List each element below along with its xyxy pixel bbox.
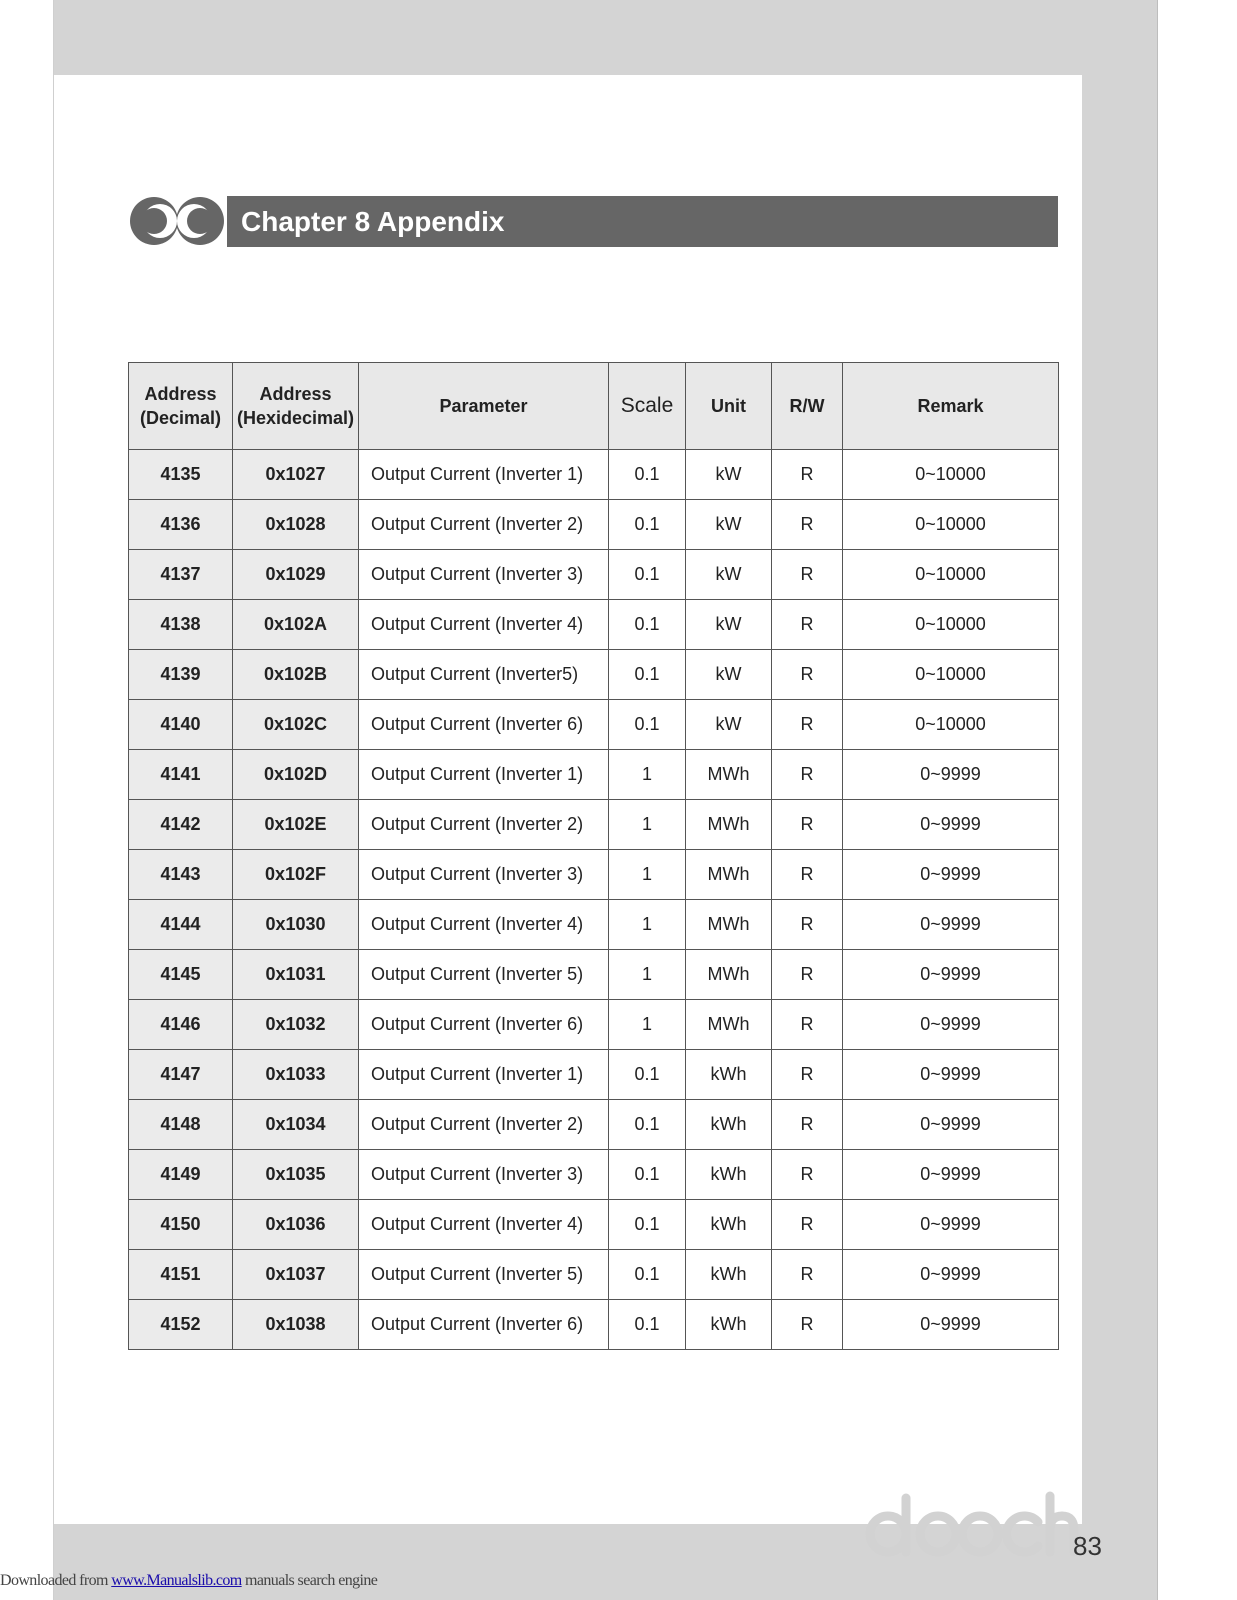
cell-address-decimal: 4136 xyxy=(129,500,233,550)
cell-remark: 0~10000 xyxy=(843,600,1059,650)
cell-remark: 0~9999 xyxy=(843,900,1059,950)
cell-scale: 0.1 xyxy=(609,600,686,650)
page-frame-right-edge xyxy=(1157,0,1158,1600)
cell-scale: 1 xyxy=(609,850,686,900)
cell-parameter: Output Current (Inverter 5) xyxy=(359,950,609,1000)
table-row xyxy=(129,1200,1059,1250)
cell-unit: kWh xyxy=(686,1300,772,1350)
cell-remark: 0~9999 xyxy=(843,1050,1059,1100)
cell-address-hex: 0x102C xyxy=(233,700,359,750)
table-row xyxy=(129,800,1059,850)
table-row xyxy=(129,550,1059,600)
cell-remark: 0~9999 xyxy=(843,850,1059,900)
cell-unit: kWh xyxy=(686,1250,772,1300)
table-row xyxy=(129,850,1059,900)
header-remark: Remark xyxy=(843,363,1059,450)
cell-address-decimal: 4138 xyxy=(129,600,233,650)
cell-parameter: Output Current (Inverter 6) xyxy=(359,700,609,750)
page-frame-top xyxy=(54,0,1158,75)
table-body xyxy=(129,450,1059,1350)
cell-scale: 0.1 xyxy=(609,1300,686,1350)
header-address-hex xyxy=(233,363,359,450)
cell-address-hex: 0x1032 xyxy=(233,1000,359,1050)
cell-parameter: Output Current (Inverter 3) xyxy=(359,1150,609,1200)
cell-unit: MWh xyxy=(686,1000,772,1050)
cell-unit: MWh xyxy=(686,850,772,900)
cell-address-hex: 0x1030 xyxy=(233,900,359,950)
table-row xyxy=(129,950,1059,1000)
cell-unit: kW xyxy=(686,450,772,500)
page-frame-right xyxy=(1082,0,1158,1600)
cell-remark: 0~9999 xyxy=(843,1200,1059,1250)
cell-address-hex: 0x102B xyxy=(233,650,359,700)
cell-remark: 0~9999 xyxy=(843,950,1059,1000)
cell-unit: kW xyxy=(686,500,772,550)
table-row xyxy=(129,450,1059,500)
header-address-decimal xyxy=(129,363,233,450)
cell-parameter: Output Current (Inverter 6) xyxy=(359,1000,609,1050)
cell-address-decimal: 4152 xyxy=(129,1300,233,1350)
cell-parameter: Output Current (Inverter 2) xyxy=(359,800,609,850)
cell-scale: 0.1 xyxy=(609,1250,686,1300)
cell-address-hex: 0x1034 xyxy=(233,1100,359,1150)
table-row xyxy=(129,1050,1059,1100)
cell-address-hex: 0x102D xyxy=(233,750,359,800)
table-row xyxy=(129,600,1059,650)
cell-address-hex: 0x1035 xyxy=(233,1150,359,1200)
cell-unit: kW xyxy=(686,700,772,750)
header-rw: R/W xyxy=(772,363,843,450)
table-row xyxy=(129,750,1059,800)
cell-address-decimal: 4143 xyxy=(129,850,233,900)
cell-address-hex: 0x102F xyxy=(233,850,359,900)
cell-unit: kW xyxy=(686,550,772,600)
cell-rw: R xyxy=(772,750,843,800)
cell-remark: 0~9999 xyxy=(843,750,1059,800)
cell-unit: MWh xyxy=(686,750,772,800)
cell-rw: R xyxy=(772,1200,843,1250)
cell-rw: R xyxy=(772,1300,843,1350)
cell-unit: kWh xyxy=(686,1150,772,1200)
cell-rw: R xyxy=(772,700,843,750)
cell-address-hex: 0x1036 xyxy=(233,1200,359,1250)
cell-address-hex: 0x1033 xyxy=(233,1050,359,1100)
cell-remark: 0~9999 xyxy=(843,1300,1059,1350)
cell-address-hex: 0x1028 xyxy=(233,500,359,550)
table-row xyxy=(129,1300,1059,1350)
cell-address-decimal: 4150 xyxy=(129,1200,233,1250)
cell-address-decimal: 4144 xyxy=(129,900,233,950)
cell-address-hex: 0x102A xyxy=(233,600,359,650)
cell-rw: R xyxy=(772,900,843,950)
cell-parameter: Output Current (Inverter 3) xyxy=(359,850,609,900)
cell-parameter: Output Current (Inverter5) xyxy=(359,650,609,700)
table-row xyxy=(129,900,1059,950)
cell-rw: R xyxy=(772,450,843,500)
cell-address-decimal: 4137 xyxy=(129,550,233,600)
cell-scale: 0.1 xyxy=(609,1200,686,1250)
cell-address-hex: 0x1037 xyxy=(233,1250,359,1300)
cell-scale: 1 xyxy=(609,950,686,1000)
table-row xyxy=(129,1000,1059,1050)
cell-scale: 1 xyxy=(609,1000,686,1050)
cell-parameter: Output Current (Inverter 1) xyxy=(359,1050,609,1100)
modbus-register-table xyxy=(128,362,1059,1350)
cell-rw: R xyxy=(772,1250,843,1300)
cell-scale: 0.1 xyxy=(609,1050,686,1100)
header-scale: Scale xyxy=(609,363,686,450)
cell-address-decimal: 4147 xyxy=(129,1050,233,1100)
cell-scale: 0.1 xyxy=(609,450,686,500)
table-header-row xyxy=(129,363,1059,450)
cell-rw: R xyxy=(772,850,843,900)
cell-parameter: Output Current (Inverter 4) xyxy=(359,600,609,650)
cell-address-decimal: 4148 xyxy=(129,1100,233,1150)
cell-unit: kW xyxy=(686,600,772,650)
table-row xyxy=(129,1100,1059,1150)
cell-scale: 0.1 xyxy=(609,1100,686,1150)
cell-scale: 1 xyxy=(609,900,686,950)
cell-address-decimal: 4146 xyxy=(129,1000,233,1050)
manualslib-link[interactable]: www.Manualslib.com xyxy=(111,1572,242,1589)
cell-rw: R xyxy=(772,1100,843,1150)
footer-prefix: Downloaded from xyxy=(0,1572,112,1589)
cell-parameter: Output Current (Inverter 4) xyxy=(359,1200,609,1250)
cell-parameter: Output Current (Inverter 4) xyxy=(359,900,609,950)
cell-rw: R xyxy=(772,950,843,1000)
cell-parameter: Output Current (Inverter 6) xyxy=(359,1300,609,1350)
cell-address-decimal: 4145 xyxy=(129,950,233,1000)
cell-parameter: Output Current (Inverter 3) xyxy=(359,550,609,600)
cell-remark: 0~9999 xyxy=(843,1150,1059,1200)
cell-address-hex: 0x1029 xyxy=(233,550,359,600)
cell-scale: 0.1 xyxy=(609,700,686,750)
dooch-logo xyxy=(864,1490,1079,1562)
table-row xyxy=(129,1250,1059,1300)
header-parameter: Parameter xyxy=(359,363,609,450)
page-number: 83 xyxy=(1073,1531,1102,1561)
cell-remark: 0~10000 xyxy=(843,550,1059,600)
cell-remark: 0~9999 xyxy=(843,800,1059,850)
cell-remark: 0~9999 xyxy=(843,1250,1059,1300)
cell-address-hex: 0x1038 xyxy=(233,1300,359,1350)
cell-rw: R xyxy=(772,1000,843,1050)
page-frame-left-line xyxy=(53,0,54,1600)
table-row xyxy=(129,1150,1059,1200)
cell-rw: R xyxy=(772,1150,843,1200)
cell-unit: MWh xyxy=(686,950,772,1000)
cell-unit: kWh xyxy=(686,1200,772,1250)
cell-parameter: Output Current (Inverter 5) xyxy=(359,1250,609,1300)
cell-address-decimal: 4151 xyxy=(129,1250,233,1300)
cell-parameter: Output Current (Inverter 1) xyxy=(359,750,609,800)
cell-rw: R xyxy=(772,650,843,700)
cell-address-hex: 0x102E xyxy=(233,800,359,850)
cell-rw: R xyxy=(772,1050,843,1100)
cell-scale: 0.1 xyxy=(609,650,686,700)
cell-rw: R xyxy=(772,600,843,650)
cell-rw: R xyxy=(772,500,843,550)
cell-unit: kWh xyxy=(686,1050,772,1100)
header-address-decimal-line1: Address xyxy=(144,384,217,404)
cell-parameter: Output Current (Inverter 1) xyxy=(359,450,609,500)
cell-remark: 0~10000 xyxy=(843,700,1059,750)
cell-remark: 0~9999 xyxy=(843,1100,1059,1150)
download-footer xyxy=(0,1572,377,1590)
cell-address-decimal: 4149 xyxy=(129,1150,233,1200)
cell-parameter: Output Current (Inverter 2) xyxy=(359,500,609,550)
cell-address-decimal: 4135 xyxy=(129,450,233,500)
cell-scale: 0.1 xyxy=(609,550,686,600)
cell-unit: MWh xyxy=(686,800,772,850)
table-row xyxy=(129,700,1059,750)
cell-unit: kWh xyxy=(686,1100,772,1150)
header-unit: Unit xyxy=(686,363,772,450)
table-row xyxy=(129,500,1059,550)
cell-address-decimal: 4139 xyxy=(129,650,233,700)
chapter-title: Chapter 8 Appendix xyxy=(241,206,505,237)
table-row xyxy=(129,650,1059,700)
cell-unit: MWh xyxy=(686,900,772,950)
cell-address-decimal: 4142 xyxy=(129,800,233,850)
header-address-hex-line2: (Hexidecimal) xyxy=(236,408,355,428)
cell-unit: kW xyxy=(686,650,772,700)
cell-parameter: Output Current (Inverter 2) xyxy=(359,1100,609,1150)
cell-scale: 1 xyxy=(609,800,686,850)
chapter-infinity-icon xyxy=(127,194,227,248)
cell-rw: R xyxy=(772,550,843,600)
cell-remark: 0~10000 xyxy=(843,450,1059,500)
cell-address-hex: 0x1031 xyxy=(233,950,359,1000)
cell-address-decimal: 4141 xyxy=(129,750,233,800)
cell-scale: 0.1 xyxy=(609,1150,686,1200)
cell-rw: R xyxy=(772,800,843,850)
cell-remark: 0~10000 xyxy=(843,500,1059,550)
header-address-decimal-line2: (Decimal) xyxy=(139,408,222,428)
footer-suffix: manuals search engine xyxy=(241,1572,378,1589)
header-address-hex-line1: Address xyxy=(259,384,332,404)
cell-address-hex: 0x1027 xyxy=(233,450,359,500)
cell-remark: 0~9999 xyxy=(843,1000,1059,1050)
cell-remark: 0~10000 xyxy=(843,650,1059,700)
cell-scale: 0.1 xyxy=(609,500,686,550)
cell-address-decimal: 4140 xyxy=(129,700,233,750)
cell-scale: 1 xyxy=(609,750,686,800)
